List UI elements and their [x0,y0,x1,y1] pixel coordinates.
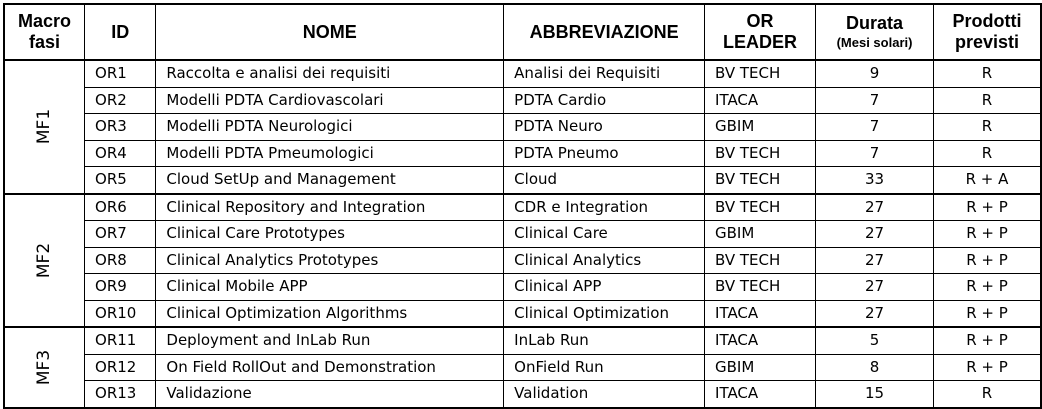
row-durata-cell: 15 [816,381,934,408]
row-nome-cell: Clinical Care Prototypes [156,221,504,248]
row-durata-cell: 7 [816,87,934,114]
row-durata-cell: 7 [816,140,934,167]
row-prodotti-cell: R [934,60,1041,87]
row-leader-cell: BV TECH [705,60,816,87]
row-id-cell: OR10 [85,300,156,327]
header-macro-fasi: Macro fasi [4,4,85,60]
row-abbreviazione-cell: InLab Run [504,327,705,354]
row-prodotti-cell: R + P [934,327,1041,354]
header-durata [816,4,934,60]
row-id-cell: OR2 [85,87,156,114]
header-or-leader: OR LEADER [705,4,816,60]
table-row [4,87,1041,114]
row-leader-cell: GBIM [705,221,816,248]
row-abbreviazione-cell: Clinical Analytics [504,247,705,274]
row-prodotti-cell: R [934,140,1041,167]
row-leader-cell: BV TECH [705,140,816,167]
table-row [4,221,1041,248]
row-id-cell: OR5 [85,167,156,194]
row-leader-cell: ITACA [705,381,816,408]
row-prodotti-cell: R + A [934,167,1041,194]
row-id-cell: OR11 [85,327,156,354]
row-nome-cell: Deployment and InLab Run [156,327,504,354]
row-leader-cell: GBIM [705,354,816,381]
row-prodotti-cell: R + P [934,274,1041,301]
table-row [4,274,1041,301]
table-row [4,247,1041,274]
project-phases-table [3,3,1042,409]
table-row [4,114,1041,141]
row-durata-cell: 33 [816,167,934,194]
macro-phase-label: MF1 [34,109,55,145]
table-row [4,194,1041,221]
row-id-cell: OR1 [85,60,156,87]
row-id-cell: OR6 [85,194,156,221]
row-abbreviazione-cell: Clinical Care [504,221,705,248]
row-id-cell: OR4 [85,140,156,167]
row-id-cell: OR9 [85,274,156,301]
macro-phase-label: MF3 [34,349,55,385]
row-nome-cell: Modelli PDTA Neurologici [156,114,504,141]
row-prodotti-cell: R + P [934,300,1041,327]
row-durata-cell: 5 [816,327,934,354]
macro-phase-cell [4,327,85,408]
row-leader-cell: BV TECH [705,194,816,221]
header-durata-unit: (Mesi solari) [836,34,913,50]
table-header [4,4,1041,60]
row-durata-cell: 27 [816,300,934,327]
row-nome-cell: Clinical Analytics Prototypes [156,247,504,274]
table-row [4,327,1041,354]
row-nome-cell: Clinical Repository and Integration [156,194,504,221]
row-abbreviazione-cell: Validation [504,381,705,408]
row-abbreviazione-cell: CDR e Integration [504,194,705,221]
row-id-cell: OR3 [85,114,156,141]
row-durata-cell: 27 [816,247,934,274]
row-abbreviazione-cell: Cloud [504,167,705,194]
row-prodotti-cell: R + P [934,354,1041,381]
row-leader-cell: ITACA [705,300,816,327]
row-durata-cell: 27 [816,194,934,221]
row-abbreviazione-cell: Clinical APP [504,274,705,301]
table-row [4,60,1041,87]
row-abbreviazione-cell: Analisi dei Requisiti [504,60,705,87]
macro-phase-cell [4,60,85,194]
phase-group-mf1 [4,60,1041,194]
table-row [4,167,1041,194]
table-row [4,300,1041,327]
header-row [4,4,1041,60]
row-durata-cell: 8 [816,354,934,381]
header-nome: NOME [156,4,504,60]
row-prodotti-cell: R + P [934,221,1041,248]
row-nome-cell: On Field RollOut and Demonstration [156,354,504,381]
row-nome-cell: Raccolta e analisi dei requisiti [156,60,504,87]
row-prodotti-cell: R + P [934,247,1041,274]
row-durata-cell: 9 [816,60,934,87]
row-durata-cell: 7 [816,114,934,141]
row-leader-cell: GBIM [705,114,816,141]
row-prodotti-cell: R [934,87,1041,114]
row-abbreviazione-cell: Clinical Optimization [504,300,705,327]
phase-group-mf3 [4,327,1041,408]
macro-phase-cell [4,194,85,328]
row-nome-cell: Cloud SetUp and Management [156,167,504,194]
row-nome-cell: Clinical Mobile APP [156,274,504,301]
table-row [4,381,1041,408]
phase-group-mf2 [4,194,1041,328]
table-row [4,140,1041,167]
row-durata-cell: 27 [816,221,934,248]
row-leader-cell: ITACA [705,87,816,114]
header-abbreviazione: ABBREVIAZIONE [504,4,705,60]
header-id: ID [85,4,156,60]
row-id-cell: OR13 [85,381,156,408]
macro-phase-label: MF2 [34,242,55,278]
row-leader-cell: ITACA [705,327,816,354]
row-prodotti-cell: R + P [934,194,1041,221]
row-id-cell: OR7 [85,221,156,248]
row-id-cell: OR8 [85,247,156,274]
row-nome-cell: Modelli PDTA Cardiovascolari [156,87,504,114]
row-nome-cell: Validazione [156,381,504,408]
row-abbreviazione-cell: PDTA Pneumo [504,140,705,167]
row-durata-cell: 27 [816,274,934,301]
row-abbreviazione-cell: PDTA Cardio [504,87,705,114]
row-leader-cell: BV TECH [705,274,816,301]
row-prodotti-cell: R [934,381,1041,408]
row-prodotti-cell: R [934,114,1041,141]
row-id-cell: OR12 [85,354,156,381]
row-leader-cell: BV TECH [705,247,816,274]
header-prodotti-previsti: Prodotti previsti [934,4,1041,60]
row-abbreviazione-cell: OnField Run [504,354,705,381]
table-row [4,354,1041,381]
row-abbreviazione-cell: PDTA Neuro [504,114,705,141]
row-leader-cell: BV TECH [705,167,816,194]
header-durata-label: Durata [846,12,904,33]
row-nome-cell: Clinical Optimization Algorithms [156,300,504,327]
row-nome-cell: Modelli PDTA Pmeumologici [156,140,504,167]
